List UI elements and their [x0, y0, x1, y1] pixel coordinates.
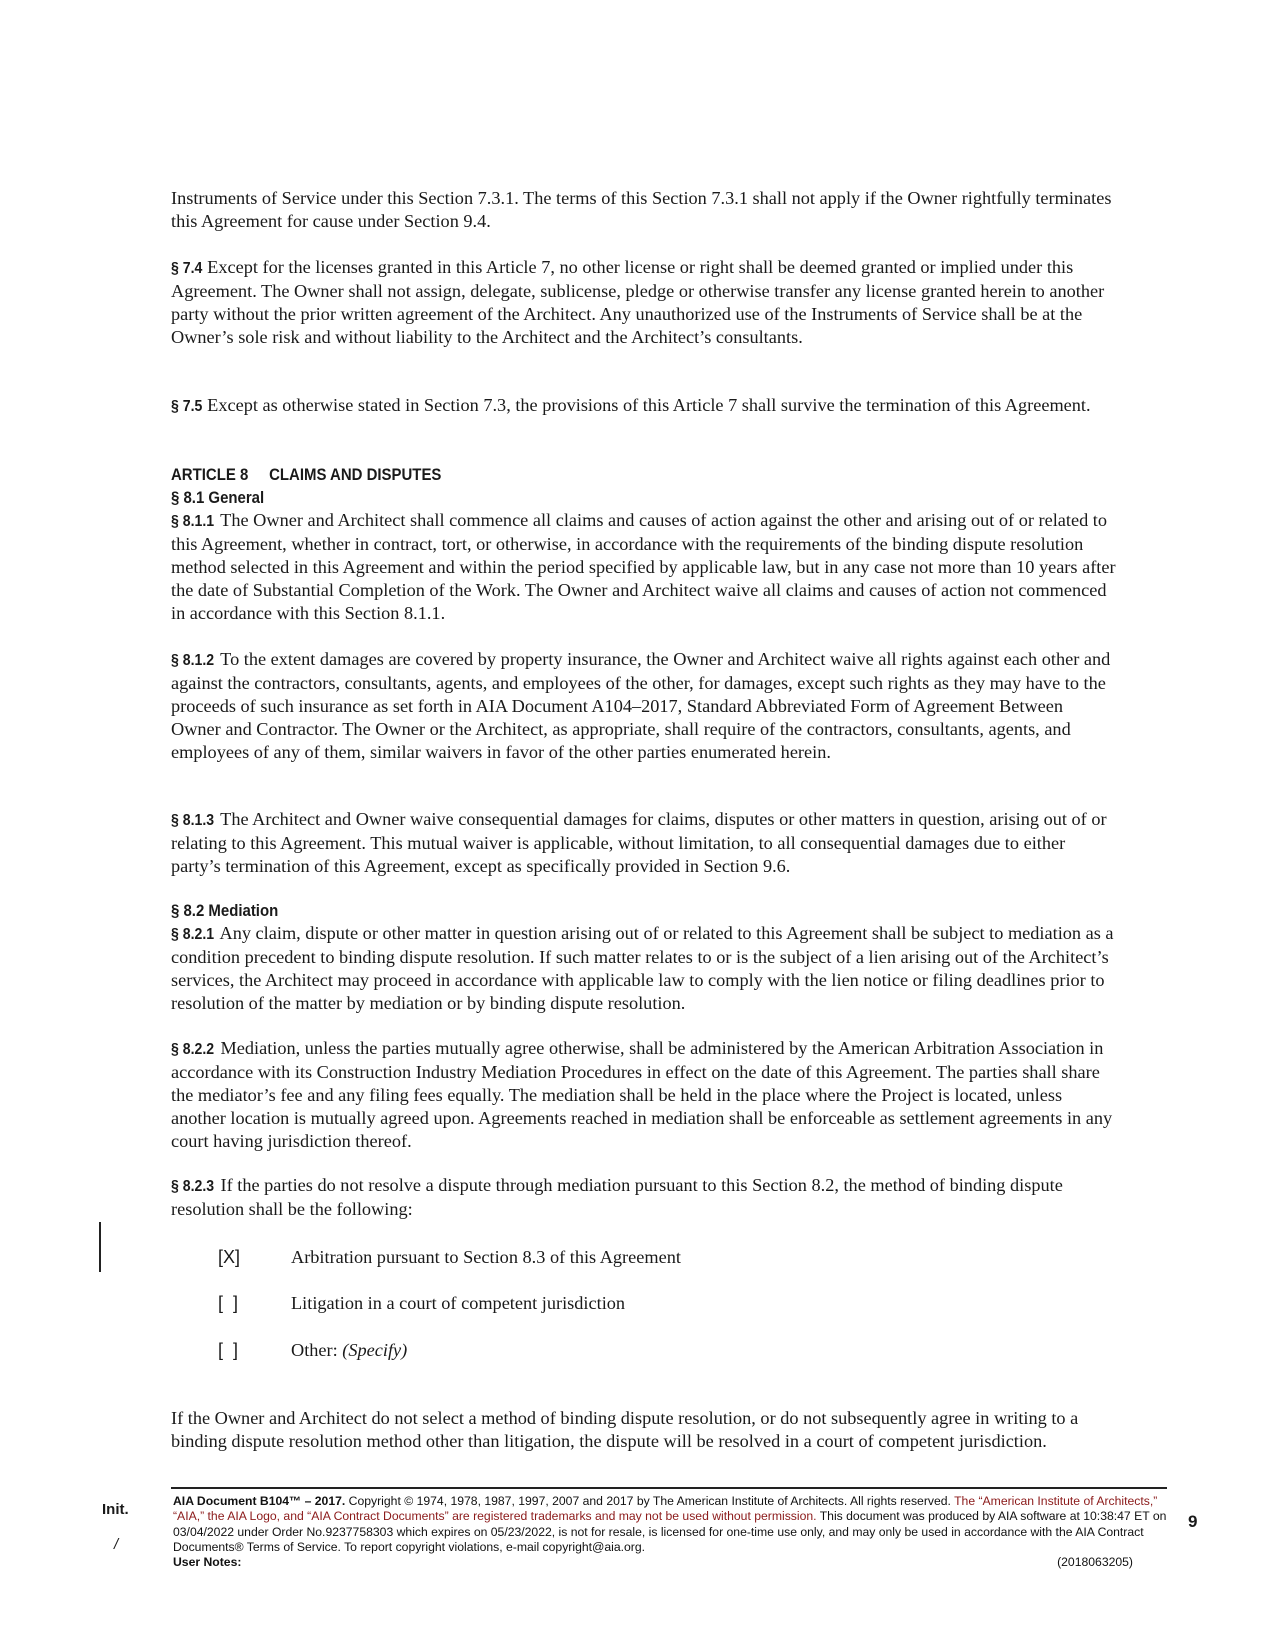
- paragraph-text: Except as otherwise stated in Section 7.3, the provisions of this Article 7 shall survive the termination of this Agreement.: [202, 395, 1091, 415]
- page-number: 9: [1188, 1512, 1198, 1531]
- user-notes-label: User Notes:: [173, 1555, 242, 1570]
- section-number: § 7.4: [171, 260, 203, 277]
- paragraph-8-1-1: [171, 509, 1116, 625]
- section-number: § 8.1.1: [171, 513, 215, 530]
- paragraph-text: The Architect and Owner waive consequential damages for claims, disputes or other matters in question, arising out of or relating to this Agreement. This mutual waiver is applicable, without limitation, to all consequential damages due to either party’s termination of this Agreement, except as specifically provided in Section 9.6.: [171, 809, 1107, 876]
- paragraph-7-4: [171, 256, 1116, 349]
- paragraph-text: If the parties do not resolve a dispute through mediation pursuant to this Section 8.2, the method of binding dispute resolution shall be the following:: [171, 1175, 1063, 1219]
- section-number: § 8.1.2: [171, 652, 215, 669]
- section-number: § 8.2.1: [171, 926, 215, 943]
- option-other-label: [291, 1339, 407, 1362]
- paragraph-7-3-1-cont: Instruments of Service under this Section 7.3.1. The terms of this Section 7.3.1 shall not apply if the Owner rightfully terminates this Agreement for cause under Section 9.4.: [171, 188, 1112, 231]
- section-number: § 8.2.3: [171, 1178, 215, 1195]
- section-number: § 8.2.2: [171, 1041, 215, 1058]
- checkbox-arbitration[interactable]: [X]: [218, 1247, 241, 1267]
- option-other-specify: (Specify): [342, 1340, 408, 1360]
- paragraph-text: To the extent damages are covered by property insurance, the Owner and Architect waive all rights against each other and against the contractors, consultants, agents, and employees of the other, for damages, except such rights as they may have to the proceeds of such insurance as set forth in AIA Document A104–2017, Standard Abbreviated Form of Agreement Between Owner and Contractor. The Owner or the Architect, as appropriate, shall require of the contractors, consultants, agents, and employees of any of them, similar waivers in favor of the other parties enumerated herein.: [171, 649, 1111, 762]
- paragraph-8-2-1: [171, 922, 1116, 1015]
- initials-slash: /: [114, 1536, 119, 1553]
- trademark-notice: The “American Institute of Architects,” “AIA,” the AIA Logo, and “AIA Contract Documents” are registered trademarks and may not be used without permission.: [173, 1494, 1158, 1524]
- revision-bar: [99, 1222, 101, 1272]
- section-number: § 8.1.3: [171, 812, 215, 829]
- paragraph-text: Except for the licenses granted in this Article 7, no other license or right shall be deemed granted or implied under this Agreement. The Owner shall not assign, delegate, sublicense, pledge or otherwise transfer any license granted herein to another party without the prior written agreement of the Architect. Any unauthorized use of the Instruments of Service shall be at the Owner’s sole risk and without liability to the Architect and the Architect’s consultants.: [171, 257, 1105, 347]
- article-heading: ARTICLE 8 CLAIMS AND DISPUTES: [171, 465, 442, 484]
- footer-copyright: [173, 1494, 1168, 1570]
- license-text: This document was produced by AIA software at 10:38:47 ET on 03/04/2022 under Order No.9237758303 which expires on 05/23/2022, is not for resale, is licensed for one-time use only, and may only be used in accordance with the AIA Contract Documents® Terms of Service. To report copyright violations, e-mail copyright@aia.org.: [173, 1509, 1167, 1554]
- option-arbitration-label: Arbitration pursuant to Section 8.3 of this Agreement: [291, 1247, 681, 1267]
- document-title: AIA Document B104™ – 2017.: [173, 1494, 346, 1508]
- paragraph-default-resolution: If the Owner and Architect do not select a method of binding dispute resolution, or do not subsequently agree in writing to a binding dispute resolution method other than litigation, the dispute will be resolved in a court of competent jurisdiction.: [171, 1408, 1079, 1451]
- option-litigation-label: Litigation in a court of competent jurisdiction: [291, 1293, 626, 1313]
- footer-rule: [171, 1487, 1167, 1489]
- paragraph-8-2-2: [171, 1037, 1116, 1153]
- section-heading-8-1: § 8.1 General: [171, 488, 265, 507]
- paragraph-8-2-3: [171, 1174, 1116, 1221]
- paragraph-text: The Owner and Architect shall commence all claims and causes of action against the other and arising out of or related to this Agreement, whether in contract, tort, or otherwise, in accordance with the requirements of the binding dispute resolution method selected in this Agreement and within the period specified by applicable law, but in any case not more than 10 years after the date of Substantial Completion of the Work. The Owner and Architect waive all claims and causes of action not commenced in accordance with this Section 8.1.1.: [171, 510, 1116, 623]
- paragraph-7-5: [171, 394, 1116, 418]
- paragraph-text: Mediation, unless the parties mutually agree otherwise, shall be administered by the American Arbitration Association in accordance with its Construction Industry Mediation Procedures in effect on the date of this Agreement. The parties shall share the mediator’s fee and any filing fees equally. The mediation shall be held in the place where the Project is located, unless another location is mutually agreed upon. Agreements reached in mediation shall be enforceable as settlement agreements in any court having jurisdiction thereof.: [171, 1038, 1113, 1151]
- paragraph-text: Any claim, dispute or other matter in question arising out of or related to this Agreement shall be subject to mediation as a condition precedent to binding dispute resolution. If such matter relates to or is the subject of a lien arising out of the Architect’s services, the Architect may proceed in accordance with applicable law to comply with the lien notice or filing deadlines prior to resolution of the matter by mediation or by binding dispute resolution.: [171, 923, 1114, 1013]
- checkbox-other[interactable]: [ ]: [218, 1340, 239, 1360]
- initials-label: Init.: [102, 1501, 129, 1518]
- copyright-text: Copyright © 1974, 1978, 1987, 1997, 2007 and 2017 by The American Institute of Architects. All rights reserved.: [345, 1494, 955, 1508]
- section-heading-8-2: § 8.2 Mediation: [171, 901, 279, 920]
- option-other-text: Other:: [291, 1340, 343, 1360]
- section-number: § 7.5: [171, 398, 203, 415]
- checkbox-litigation[interactable]: [ ]: [218, 1293, 239, 1313]
- paragraph-8-1-2: [171, 648, 1116, 764]
- paragraph-8-1-3: [171, 808, 1116, 878]
- document-code: (2018063205): [1057, 1555, 1133, 1570]
